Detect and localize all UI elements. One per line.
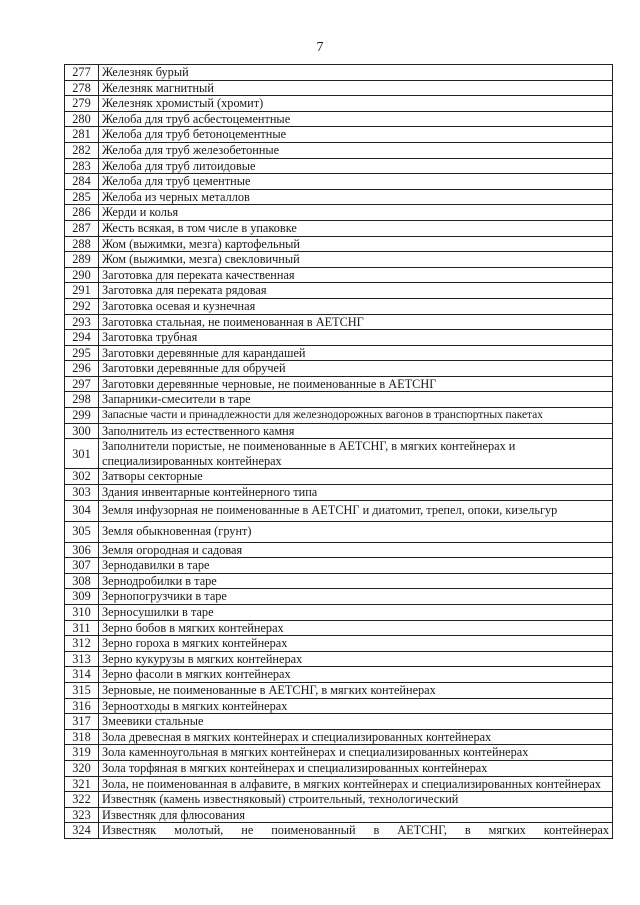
row-number: 287 [65, 220, 99, 236]
row-number: 306 [65, 542, 99, 558]
page-number: 7 [316, 40, 324, 55]
row-number: 305 [65, 521, 99, 542]
row-number: 308 [65, 573, 99, 589]
table-row [65, 667, 613, 683]
cargo-name: Желоба для труб цементные [99, 174, 613, 190]
cargo-name: Зола торфяная в мягких контейнерах и специализированных контейнерах [99, 760, 613, 776]
cargo-name: Известняк для флюсования [99, 807, 613, 823]
row-number: 307 [65, 558, 99, 574]
row-number: 316 [65, 698, 99, 714]
cargo-name: Желоба для труб железобетонные [99, 142, 613, 158]
table-row [65, 205, 613, 221]
row-number: 322 [65, 792, 99, 808]
cargo-name: Заготовка для переката рядовая [99, 283, 613, 299]
row-number: 281 [65, 127, 99, 143]
table-row [65, 792, 613, 808]
row-number: 277 [65, 65, 99, 81]
row-number: 285 [65, 189, 99, 205]
cargo-name: Зола, не поименованная в алфавите, в мягких контейнерах и специализированных контейнерах [99, 776, 613, 792]
table-row [65, 714, 613, 730]
cargo-name: Запасные части и принадлежности для железнодорожных вагонов в транспортных пакетах [99, 408, 613, 424]
row-number: 284 [65, 174, 99, 190]
cargo-list-table [64, 64, 613, 839]
row-number: 280 [65, 111, 99, 127]
table-row [65, 620, 613, 636]
table-row [65, 807, 613, 823]
row-number: 324 [65, 823, 99, 839]
cargo-name: Железняк бурый [99, 65, 613, 81]
row-number: 282 [65, 142, 99, 158]
row-number: 310 [65, 605, 99, 621]
table-row [65, 65, 613, 81]
table-row [65, 345, 613, 361]
row-number: 294 [65, 330, 99, 346]
row-number: 279 [65, 96, 99, 112]
cargo-name: Затворы секторные [99, 469, 613, 485]
cargo-name: Заготовка для переката качественная [99, 267, 613, 283]
cargo-name: Зола древесная в мягких контейнерах и специализированных контейнерах [99, 729, 613, 745]
cargo-name: Железняк магнитный [99, 80, 613, 96]
row-number: 289 [65, 252, 99, 268]
cargo-name: Зернодавилки в таре [99, 558, 613, 574]
cargo-name: Железняк хромистый (хромит) [99, 96, 613, 112]
table-row [65, 174, 613, 190]
cargo-name: Заготовки деревянные для обручей [99, 361, 613, 377]
cargo-name: Жом (выжимки, мезга) свекловичный [99, 252, 613, 268]
table-row [65, 500, 613, 521]
cargo-name: Зерно бобов в мягких контейнерах [99, 620, 613, 636]
table-row [65, 589, 613, 605]
table-row [65, 573, 613, 589]
row-number: 290 [65, 267, 99, 283]
table-row [65, 823, 613, 839]
table-row [65, 158, 613, 174]
cargo-name: Заготовка трубная [99, 330, 613, 346]
cargo-name: Заготовка осевая и кузнечная [99, 298, 613, 314]
table-row [65, 330, 613, 346]
table-row [65, 439, 613, 469]
table-row [65, 469, 613, 485]
table-row [65, 220, 613, 236]
cargo-name: Желоба из черных металлов [99, 189, 613, 205]
cargo-name: Земля огородная и садовая [99, 542, 613, 558]
row-number: 292 [65, 298, 99, 314]
row-number: 297 [65, 376, 99, 392]
table-row [65, 392, 613, 408]
table-row [65, 376, 613, 392]
table-row [65, 729, 613, 745]
cargo-name: Жесть всякая, в том числе в упаковке [99, 220, 613, 236]
cargo-name: Змеевики стальные [99, 714, 613, 730]
cargo-name: Известняк (камень известняковый) строительный, технологический [99, 792, 613, 808]
table-row [65, 142, 613, 158]
cargo-name: Зерно кукурузы в мягких контейнерах [99, 651, 613, 667]
table-row [65, 252, 613, 268]
row-number: 300 [65, 423, 99, 439]
table-row [65, 760, 613, 776]
cargo-name: Зерно гороха в мягких контейнерах [99, 636, 613, 652]
row-number: 301 [65, 439, 99, 469]
row-number: 313 [65, 651, 99, 667]
row-number: 298 [65, 392, 99, 408]
table-row [65, 651, 613, 667]
table-row [65, 236, 613, 252]
table-row [65, 298, 613, 314]
cargo-name: Зола каменноугольная в мягких контейнерах и специализированных контейнерах [99, 745, 613, 761]
row-number: 299 [65, 408, 99, 424]
table-row [65, 521, 613, 542]
row-number: 321 [65, 776, 99, 792]
cargo-name: Заготовки деревянные черновые, не поименованные в АЕТСНГ [99, 376, 613, 392]
cargo-name: Жерди и колья [99, 205, 613, 221]
row-number: 291 [65, 283, 99, 299]
cargo-name: Зерно фасоли в мягких контейнерах [99, 667, 613, 683]
row-number: 295 [65, 345, 99, 361]
row-number: 283 [65, 158, 99, 174]
cargo-name: Зерновые, не поименованные в АЕТСНГ, в мягких контейнерах [99, 682, 613, 698]
row-number: 320 [65, 760, 99, 776]
row-number: 296 [65, 361, 99, 377]
cargo-name: Жом (выжимки, мезга) картофельный [99, 236, 613, 252]
table-row [65, 267, 613, 283]
row-number: 314 [65, 667, 99, 683]
row-number: 309 [65, 589, 99, 605]
table-row [65, 605, 613, 621]
table-row [65, 80, 613, 96]
cargo-name: Заполнитель из естественного камня [99, 423, 613, 439]
cargo-name: Зернодробилки в таре [99, 573, 613, 589]
cargo-name: Запарники-смесители в таре [99, 392, 613, 408]
table-row [65, 314, 613, 330]
table-row [65, 636, 613, 652]
cargo-name: Заполнители пористые, не поименованные в АЕТСНГ, в мягких контейнерах и специализированных контейнерах [99, 439, 613, 469]
cargo-name: Зерноотходы в мягких контейнерах [99, 698, 613, 714]
row-number: 319 [65, 745, 99, 761]
row-number: 318 [65, 729, 99, 745]
table-row [65, 189, 613, 205]
cargo-name: Земля инфузорная не поименованные в АЕТСНГ и диатомит, трепел, опоки, кизельгур [99, 500, 613, 521]
table-row [65, 408, 613, 424]
table-row [65, 542, 613, 558]
table-row [65, 423, 613, 439]
row-number: 286 [65, 205, 99, 221]
cargo-list-body [65, 65, 613, 839]
table-row [65, 127, 613, 143]
table-row [65, 698, 613, 714]
row-number: 304 [65, 500, 99, 521]
table-row [65, 111, 613, 127]
row-number: 302 [65, 469, 99, 485]
cargo-name: Здания инвентарные контейнерного типа [99, 485, 613, 501]
row-number: 311 [65, 620, 99, 636]
cargo-name: Зернопогрузчики в таре [99, 589, 613, 605]
table-row [65, 745, 613, 761]
row-number: 278 [65, 80, 99, 96]
row-number: 312 [65, 636, 99, 652]
cargo-name: Желоба для труб бетоноцементные [99, 127, 613, 143]
table-row [65, 485, 613, 501]
cargo-name: Земля обыкновенная (грунт) [99, 521, 613, 542]
row-number: 317 [65, 714, 99, 730]
row-number: 315 [65, 682, 99, 698]
cargo-name: Заготовки деревянные для карандашей [99, 345, 613, 361]
cargo-name: Заготовка стальная, не поименованная в АЕТСНГ [99, 314, 613, 330]
table-row [65, 776, 613, 792]
table-row [65, 283, 613, 299]
table-row [65, 361, 613, 377]
cargo-name: Желоба для труб литоидовые [99, 158, 613, 174]
row-number: 288 [65, 236, 99, 252]
cargo-name: Желоба для труб асбестоцементные [99, 111, 613, 127]
cargo-name: Зерносушилки в таре [99, 605, 613, 621]
table-row [65, 558, 613, 574]
table-row [65, 682, 613, 698]
table-row [65, 96, 613, 112]
row-number: 303 [65, 485, 99, 501]
cargo-name: Известняк молотый, не поименованный в АЕТСНГ, в мягких контейнерах [99, 823, 613, 839]
row-number: 293 [65, 314, 99, 330]
row-number: 323 [65, 807, 99, 823]
